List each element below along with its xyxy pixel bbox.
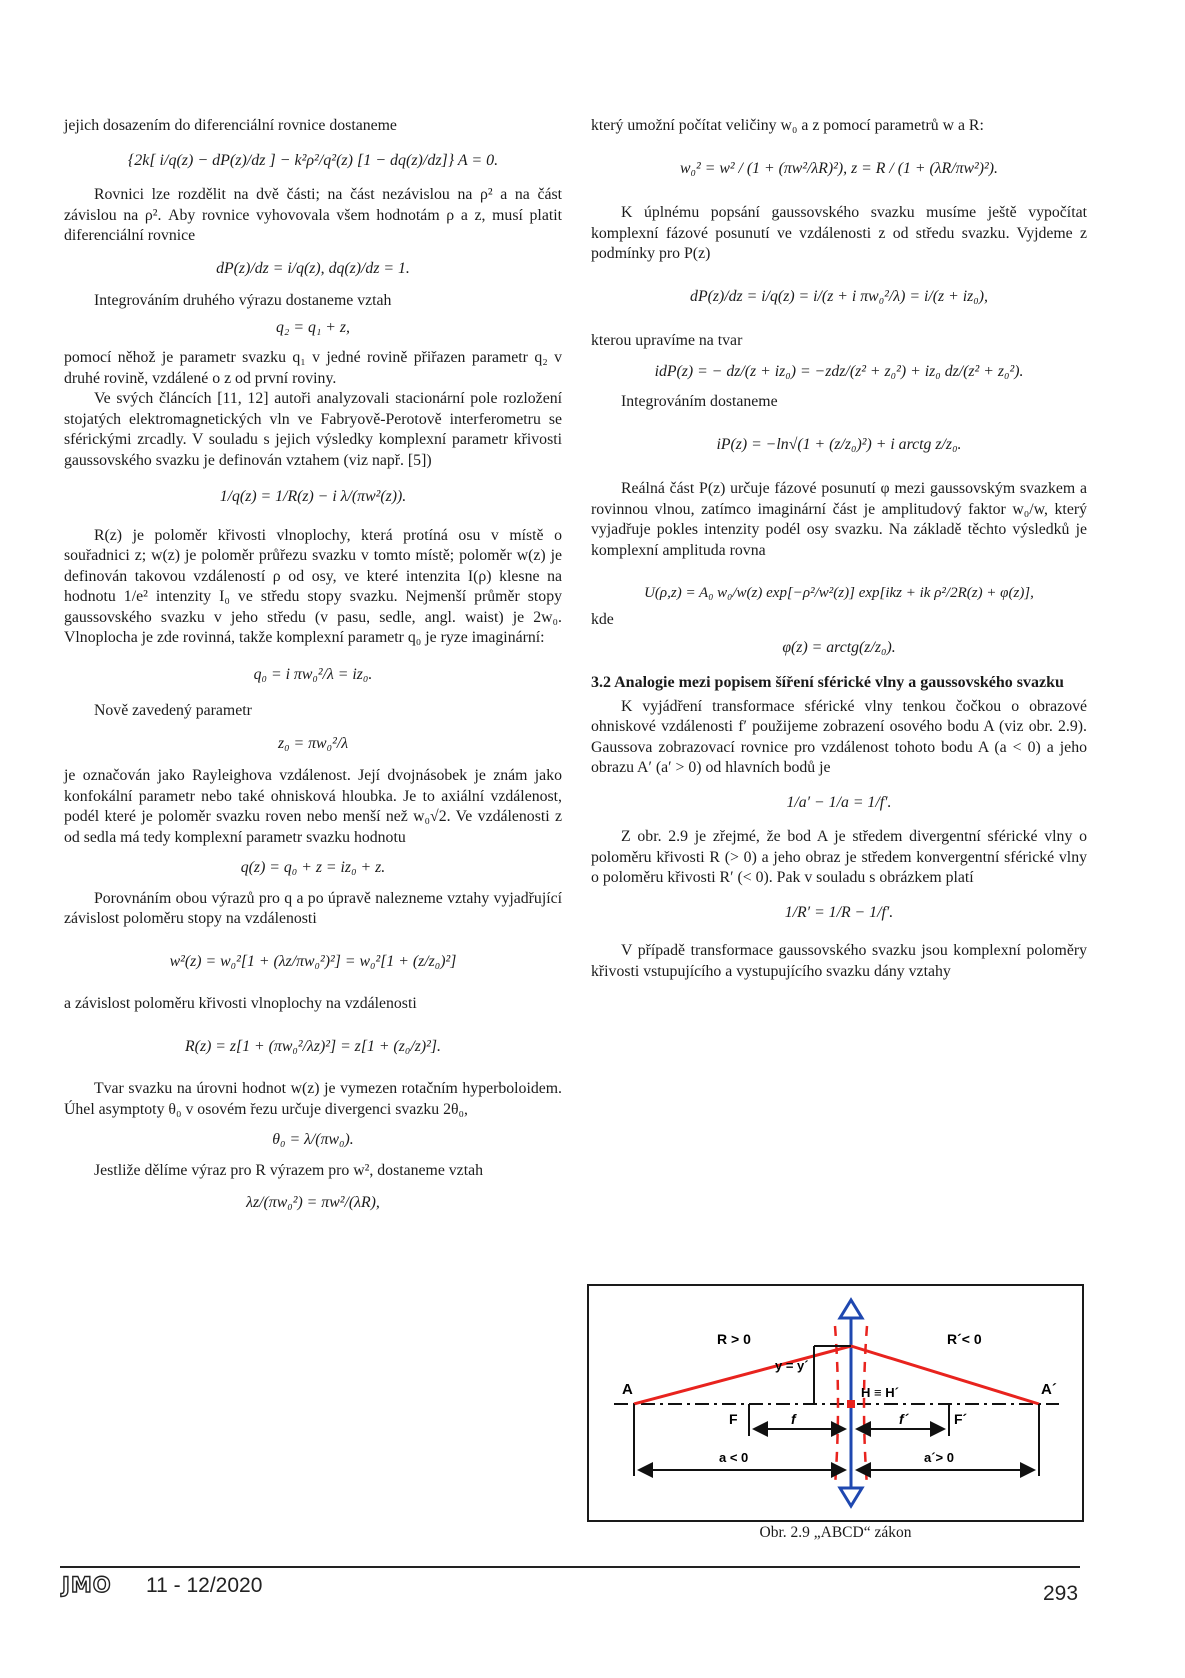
equation: q₂ = q₁ + z, — [276, 318, 350, 336]
paragraph: je označován jako Rayleighova vzdálenost. Její dvojnásobek je znám jako konfokální parametr nebo také ohnisková hloubka. Je to axiální vzdálenost, podél které je poloměr svazku roven nebo menší než w₀√2. Ve vzdálenosti z od sedla má tedy komplexní parametr svazku hodnotu — [64, 767, 562, 846]
equation: U(ρ,z) = A₀ w₀/w(z) exp[−ρ²/w²(z)] exp[ikz + ik ρ²/2R(z) + φ(z)], — [644, 585, 1034, 601]
principal-point — [847, 1400, 855, 1408]
page-number: 293 — [1043, 1582, 1079, 1605]
ray-incoming — [634, 1346, 851, 1404]
paragraph: R(z) je poloměr křivosti vlnoplochy, která protíná osu v místě o souřadnici z; w(z) je poloměr průřezu svazku v tomto místě; poloměr w(z) je definován takovou vzdáleností ρ od osy, ve které intenzita I(ρ) klesne na hodnotu 1/e² intenzity I₀ ve středu stopy svazku. Nejmenší průměr stopy gaussovského svazku v jeho středu (v pasu, sedle, angl. waist) je 2w₀. Vlnoplocha je zde rovinná, takže komplexní parametr q₀ je ryze imaginární: — [64, 526, 562, 646]
paragraph: a závislost poloměru křivosti vlnoplochy na vzdálenosti — [64, 995, 417, 1012]
label-r-positive: R > 0 — [717, 1331, 751, 1347]
label-focus-f-prime: F´ — [954, 1411, 968, 1427]
paragraph: Reálná část P(z) určuje fázové posunutí φ mezi gaussovským svazkem a rovinnou vlnou, zatímco imaginární část je amplitudový faktor w₀/w, který vyjadřuje pokles intenzity podél osy svazku. Na základě těchto výsledků je komplexní amplituda rovna — [591, 480, 1087, 559]
paragraph: který umožní počítat veličiny w₀ a z pomocí parametrů w a R: — [591, 117, 984, 134]
label-height: y = y´ — [775, 1358, 809, 1373]
paragraph: kde — [591, 610, 614, 628]
lens-diagram — [589, 1286, 1082, 1520]
equation: φ(z) = arctg(z/z₀). — [782, 639, 896, 656]
label-f: f — [791, 1411, 796, 1427]
equation: idP(z) = − dz/(z + iz₀) = −zdz/(z² + z₀²) + iz₀ dz/(z² + z₀²). — [654, 362, 1024, 380]
paragraph: V případě transformace gaussovského svazku jsou komplexní poloměry křivosti vstupujícího a vystupujícího svazku dány vztahy — [591, 942, 1087, 980]
equation: iP(z) = −ln√(1 + (z/z₀)²) + i arctg z/z₀. — [716, 435, 962, 453]
paragraph: K vyjádření transformace sférické vlny tenkou čočkou o obrazové ohniskové vzdálenosti f′ použijeme zobrazení osového bodu A (viz obr. 2.9). Gaussova zobrazovací rovnice pro vzdálenost tohoto bodu A (a < 0) a jeho obrazu A′ (a′ > 0) od hlavních bodů je — [591, 697, 1087, 776]
label-point-a: A — [622, 1381, 633, 1398]
equation: R(z) = z[1 + (πw₀²/λz)²] = z[1 + (z₀/z)²]. — [185, 1037, 441, 1055]
paragraph: Ve svých článcích [11, 12] autoři analyzovali stacionární pole rozložení stojatých elektromagnetických vln ve Fabryově-Perotově interferometru se sférickými zrcadly. V souladu s jejich výsledky komplexní parametr křivosti gaussovského svazku je definován vztahem (viz např. [5]) — [64, 390, 562, 469]
paragraph: Porovnáním obou výrazů pro q a po úpravě nalezneme vztahy vyjadřující závislost poloměru stopy na vzdálenosti — [64, 889, 562, 927]
lens-arrow-top — [840, 1300, 862, 1318]
section-heading: 3.2 Analogie mezi popisem šíření sférické vlny a gaussovského svazku — [591, 673, 1064, 691]
paragraph: Tvar svazku na úrovni hodnot w(z) je vymezen rotačním hyperboloidem. Úhel asymptoty θ₀ v osovém řezu určuje divergenci svazku 2θ₀, — [64, 1080, 562, 1118]
equation: {2k[ i/q(z) − dP(z)/dz ] − k²ρ²/q²(z) [1 − dq(z)/dz]} A = 0. — [127, 151, 499, 169]
label-a-positive: a´> 0 — [924, 1450, 954, 1465]
paragraph: Z obr. 2.9 je zřejmé, že bod A je středem divergentní sférické vlny o poloměru křivosti R (> 0) a jeho obraz je středem konvergentní sférické vlny o poloměru křivosti R′ (< 0). Pak v souladu s obrázkem platí — [591, 828, 1087, 886]
paragraph: Integrováním dostaneme — [621, 393, 778, 410]
paragraph: pomocí něhož je parametr svazku q₁ v jedné rovině přiřazen parametr q₂ v druhé rovině, vzdálené o z od první roviny. — [64, 349, 562, 387]
issue-number: 11 - 12/2020 — [146, 1574, 263, 1597]
equation-part: dq(z)/dz = 1. — [328, 259, 410, 277]
paragraph: Nově zavedený parametr — [94, 702, 252, 719]
label-r-negative: R´< 0 — [947, 1331, 982, 1347]
equation: q₀ = i πw₀²/λ = iz₀. — [253, 665, 373, 683]
paragraph: Integrováním druhého výrazu dostaneme vztah — [94, 292, 392, 309]
equation: θ₀ = λ/(πw₀). — [272, 1131, 354, 1148]
equation: 1/R′ = 1/R − 1/f′. — [784, 903, 894, 921]
equation: dP(z)/dz = i/q(z) = i/(z + i πw₀²/λ) = i/(z + iz₀), — [690, 287, 988, 305]
paragraph: Rovnici lze rozdělit na dvě části; na část nezávislou na ρ² a na část závislou na ρ². Aby rovnice vyhovovala všem hodnotám ρ a z, musí platit diferenciální rovnice — [64, 186, 562, 244]
label-point-a-prime: A´ — [1041, 1381, 1057, 1398]
lens-arrow-bottom — [840, 1488, 862, 1506]
equation: z₀ = πw₀²/λ — [277, 734, 349, 752]
paragraph: kterou upravíme na tvar — [591, 332, 743, 349]
equation: λz/(πw₀²) = πw²/(λR), — [246, 1194, 380, 1211]
figure-caption: Obr. 2.9 „ABCD“ zákon — [759, 1524, 912, 1541]
equation-part: dP(z)/dz = i/q(z), — [216, 259, 325, 277]
label-f-prime: f´ — [899, 1411, 909, 1427]
equation: 1/a′ − 1/a = 1/f′. — [786, 793, 892, 811]
label-focus-f: F — [729, 1411, 738, 1427]
equation: w₀² = w² / (1 + (πw²/λR)²), z = R / (1 + (λR/πw²)²). — [680, 159, 998, 177]
label-a-negative: a < 0 — [719, 1450, 749, 1465]
equation: 1/q(z) = 1/R(z) − i λ/(πw²(z)). — [219, 488, 407, 505]
left-column — [64, 116, 562, 1226]
equation: w²(z) = w₀²[1 + (λz/πw₀²)²] = w₀²[1 + (z/z₀)²] — [169, 952, 457, 970]
figure-abcd-law — [587, 1284, 1084, 1522]
label-principal: H ≡ H´ — [861, 1385, 899, 1400]
footer-divider — [60, 1566, 1080, 1568]
paragraph: jejich dosazením do diferenciální rovnice dostaneme — [64, 117, 397, 134]
paragraph: K úplnému popsání gaussovského svazku musíme ještě vypočítat komplexní fázové posunutí ve vzdálenosti z od středu svazku. Vyjdeme z podmínky pro P(z) — [591, 204, 1087, 262]
journal-logo: JMO — [62, 1573, 112, 1597]
equation: q(z) = q₀ + z = iz₀ + z. — [240, 859, 386, 876]
equation — [64, 259, 562, 280]
right-column — [591, 116, 1087, 982]
paragraph: Jestliže dělíme výraz pro R výrazem pro w², dostaneme vztah — [94, 1161, 483, 1179]
